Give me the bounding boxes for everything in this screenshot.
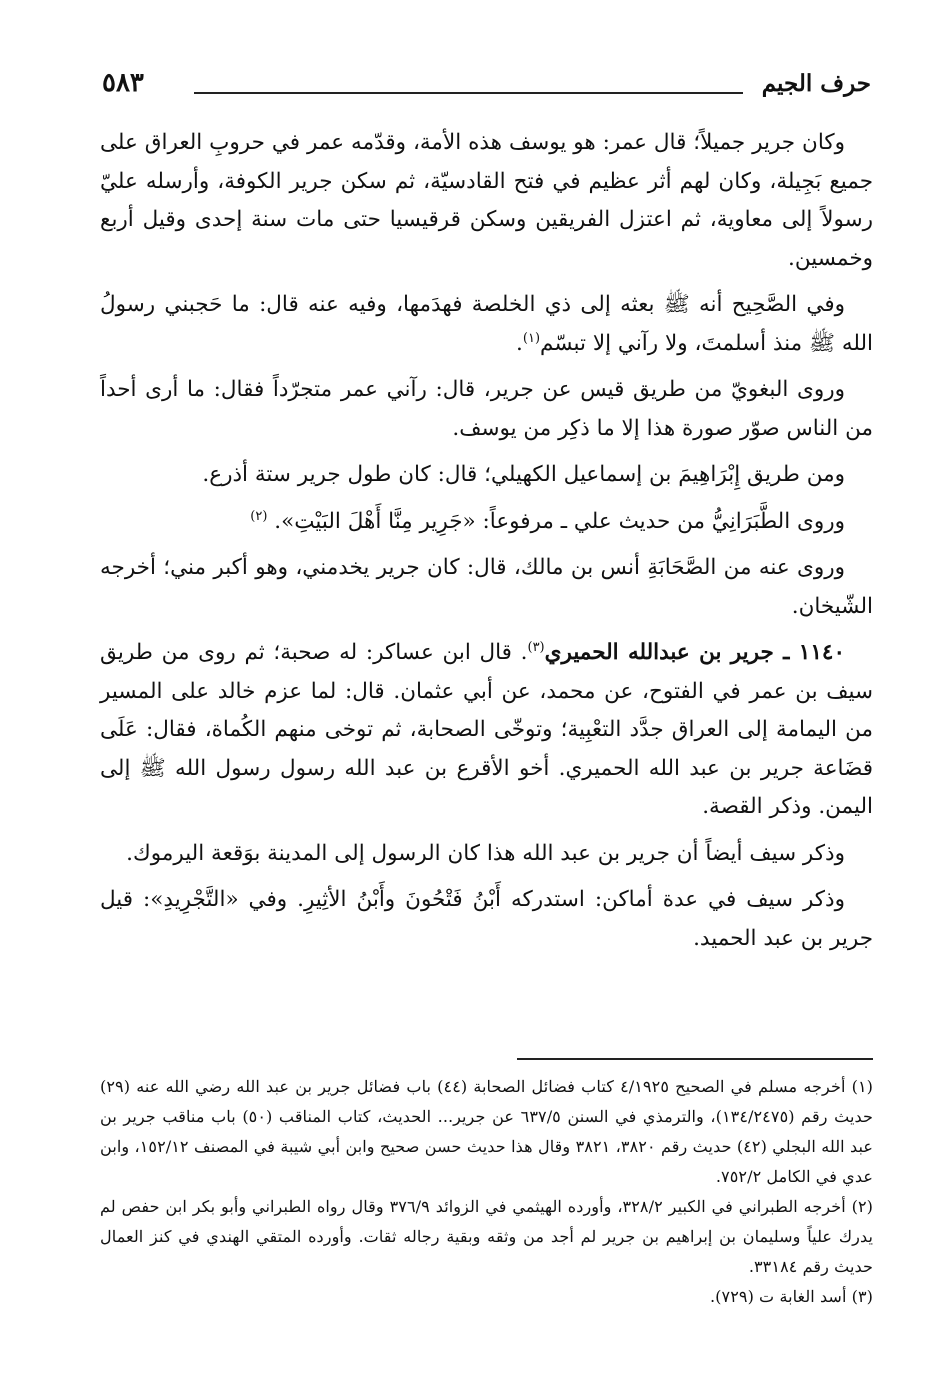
footnote-ref: (٣) [527,639,545,655]
paragraph-text: . قال ابن عساكر: له صحبة؛ ثم روى من طريق سيف بن عمر في الفتوح، عن محمد، عن أبي عثمان. قال: لما عزم خالد على المسير من اليمامة إلى العراق جدَّد التعْبِية؛ وتوخّى الصحابة، ثم توخى منهم الكُماة، فقال: عَلَى قضَاعة جرير بن عبد الله الحميري. أخو الأقرع بن عبد الله رسول رسول الله ﷺ إلى اليمن. وذكر القصة. [100,640,873,819]
paragraph: ومن طريق إِبْرَاهِيمَ بن إسماعيل الكهيلي؛ قال: كان طول جرير ستة أذرع. [202,462,845,487]
footnote-rule [517,1058,873,1060]
footnote: (١) أخرجه مسلم في الصحيح ٤/١٩٢٥ كتاب فضائل الصحابة (٤٤) باب فضائل جرير بن عبد الله رضي الله عنه (٢٩) حديث رقم (١٣٤/٢٤٧٥)، والترمذي في السنن ٦٣٧/٥ عن جرير... الحديث، كتاب المناقب (٥٠) باب مناقب جرير بن عبد الله البجلي (٤٢) حديث رقم ٣٨٢٠، ٣٨٢١ وقال هذا حديث حسن صحيح وابن أبي شيبة في المصنف ١٥٢/١٢، وابن عدي في الكامل ٧٥٢/٢. [100,1077,874,1186]
footnote: (٢) أخرجه الطبراني في الكبير ٣٢٨/٢، وأورده الهيثمي في الزوائد ٣٧٦/٩ وقال رواه الطبراني وأبو بكر ابن حفص لم يدرك علياً وسليمان بن إبراهيم بن جرير لم أجد من وثقه وبقية رجاله ثقات. وأورده المتقي الهندي في كنز العمال حديث رقم ٣٣١٨٤. [100,1197,873,1276]
paragraph: وروى البغويّ من طريق قيس عن جرير، قال: رآني عمر متجرّداً فقال: ما أرى أحداً من الناس صوّر صورة هذا إلا ما ذكِر من يوسف. [100,377,873,441]
footnotes [100,1072,873,1312]
paragraph: وروى عنه من الصَّحَابَةِ أنس بن مالك، قال: كان جرير يخدمني، وهو أكبر مني؛ أخرجه الشّيخان. [100,555,873,619]
page-header [102,70,871,110]
header-rule [194,92,743,94]
running-title: حرف الجيم [761,70,871,97]
entry-paragraph [100,634,873,827]
paragraph-text: وروى الطَّبَرَانِيُّ من حديث علي ـ مرفوعاً: «جَرِير مِنَّا أَهْلَ البَيْتِ». [274,508,845,534]
paragraph: وذكر سيف في عدة أماكن: استدركه أَبْنُ فَتْحُونَ وأَبْنُ الأثِيرِ. وفي «التَّجْرِيدِ»: قيل جرير بن عبد الحميد. [100,887,873,951]
paragraph: وكان جرير جميلاً؛ قال عمر: هو يوسف هذه الأمة، وقدّمه عمر في حروبِ العراق على جميع بَجِيلة، وكان لهم أثر عظيم في فتح القادسيّة، ثم سكن جرير الكوفة، وأرسله عليّ رسولاً إلى معاوية، ثم اعتزل الفريقين وسكن قرقيسيا حتى مات سنة إحدى وقيل أربع وخمسين. [100,130,873,271]
entry-heading: ١١٤٠ ـ جرير بن عبدالله الحميري [544,640,845,665]
paragraph: وذكر سيف أيضاً أن جرير بن عبد الله هذا كان الرسول إلى المدينة بوَقعة اليرموك. [126,840,845,866]
paragraph-text: وفي الصَّحِيح أنه ﷺ بعثه إلى ذي الخلصة فهدَمها، وفيه عنه قال: ما حَجبني رسولُ الله ﷺ منذ أسلمتَ، ولا رآني إلا تبسّم [100,292,873,356]
footnote-ref: (١) [522,330,541,346]
main-text [100,124,873,966]
footnote-ref: (٢) [250,508,268,524]
paragraph-end: . [516,330,523,356]
paragraph [100,503,873,542]
paragraph [100,286,873,363]
page-number: ٥٨٣ [102,68,144,98]
footnote: (٣) أسد الغابة ت (٧٢٩). [710,1287,873,1306]
